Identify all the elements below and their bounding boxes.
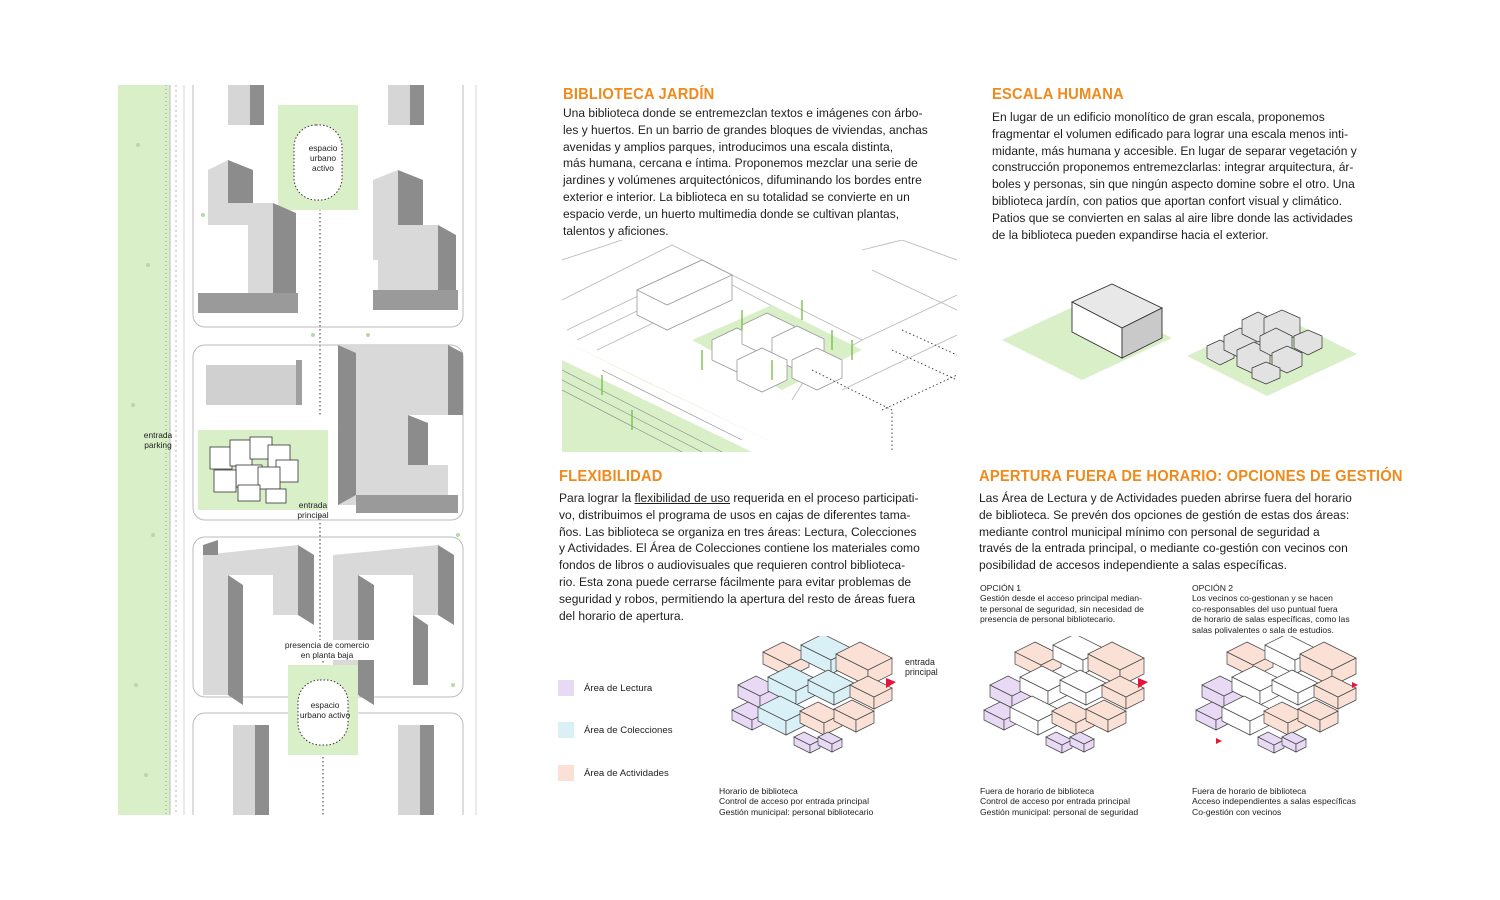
- section-title-escala: ESCALA HUMANA: [992, 86, 1124, 103]
- caption-horario: Horario de biblioteca Control de acceso por entrada principal Gestión municipal: personal bibliotecario: [719, 786, 874, 817]
- box-diagram-horario: [728, 636, 900, 770]
- box-diagram-opcion-2: [1192, 636, 1364, 770]
- legend-lectura: Área de Lectura: [558, 680, 652, 696]
- scale-comparison-diagram: [1002, 278, 1362, 396]
- box-diagram-opcion-1: [980, 636, 1152, 770]
- option-1-text: OPCIÓN 1 Gestión desde el acceso principal median- te personal de seguridad, sin necesidad de presencia de personal bibliotecario.: [980, 583, 1144, 625]
- legend-colecciones: Área de Colecciones: [558, 722, 673, 738]
- caption-opcion-2: Fuera de horario de biblioteca Acceso independientes a salas específicas Co-gestión con vecinos: [1192, 786, 1356, 817]
- label-entrada-principal-diagram: entrada principal: [905, 657, 938, 678]
- caption-opcion-1: Fuera de horario de biblioteca Control de acceso por entrada principal Gestión municipal: personal de seguridad: [980, 786, 1139, 817]
- swatch-lectura: [558, 680, 574, 696]
- swatch-colecciones: [558, 722, 574, 738]
- label-entrada-principal-map: entrada principal: [297, 500, 329, 520]
- swatch-actividades: [558, 765, 574, 781]
- section-title-flex: FLEXIBILIDAD: [559, 468, 663, 485]
- section-text-apertura: Las Área de Lectura y de Actividades pueden abrirse fuera del horario de biblioteca. Se prevén dos opciones de gestión de estas dos áreas: mediante control municipal mínimo con personal de seguridad a través de la entrada principal, o mediante co-gestión con vecinos con posibilidad de accesos independiente a salas específicas.: [979, 491, 1352, 573]
- section-title-apertura: APERTURA FUERA DE HORARIO: OPCIONES DE GESTIÓN: [979, 468, 1403, 485]
- label-comercio: presencia de comercio en planta baja: [272, 640, 382, 660]
- axonometric-view: [562, 240, 957, 452]
- legend-actividades: Área de Actividades: [558, 765, 669, 781]
- section-text-flex: Para lograr la flexibilidad de uso requerida en el proceso participati- vo, distribuimos el programa de usos en cajas de diferentes tama- ños. Las biblioteca se organiza en tres áreas: Lectura, Colecciones y Actividades. El Área de Colecciones contiene los materiales como fondos de libros o audiovisuales que requieren control biblioteca- rio. Esta zona puede cerrarse fácilmente para evitar problemas de seguridad y robos, permitiendo la apertura del resto de áreas fuera del horario de apertura.: [559, 491, 920, 623]
- label-espacio-urbano-bottom: espacio urbano activo: [299, 700, 351, 720]
- section-text-biblioteca: Una biblioteca donde se entremezclan textos e imágenes con árbo- les y huertos. En un barrio de grandes bloques de viviendas, anchas avenidas y amplios parques, introducimos una escala distinta, más humana, cercana e íntima. Proponemos mezclar una serie de jardines y volúmenes arquitectónicos, difuminando los bordes entre exterior e interior. La biblioteca en su totalidad se convierte en un espacio verde, un huerto multimedia donde se cultivan plantas, talentos y aficiones.: [563, 106, 928, 238]
- section-title-biblioteca: BIBLIOTECA JARDÍN: [563, 86, 715, 103]
- label-espacio-urbano-top: espacio urbano activo: [308, 143, 338, 173]
- section-text-escala: En lugar de un edificio monolítico de gran escala, proponemos fragmentar el volumen edificado para lograr una escala menos inti- midante, más humana y accesible. En lugar de separar vegetación y construcción proponemos entremezclarlas: integrar arquitectura, ár- boles y personas, sin que ningún aspecto domine sobre el otro. Una biblioteca jardín, con patios que aportan confort visual y climático. Patios que se convierten en salas al aire libre donde las actividades de la biblioteca pueden expandirse hacia el exterior.: [992, 110, 1357, 242]
- option-2-text: OPCIÓN 2 Los vecinos co-gestionan y se hacen co-responsables del uso puntual fuera de horario de salas específicas, como las salas polivalentes o sala de estudios.: [1192, 583, 1350, 635]
- link-flexibilidad[interactable]: flexibilidad de uso: [634, 491, 731, 505]
- label-entrada-parking: entrada parking: [143, 430, 173, 450]
